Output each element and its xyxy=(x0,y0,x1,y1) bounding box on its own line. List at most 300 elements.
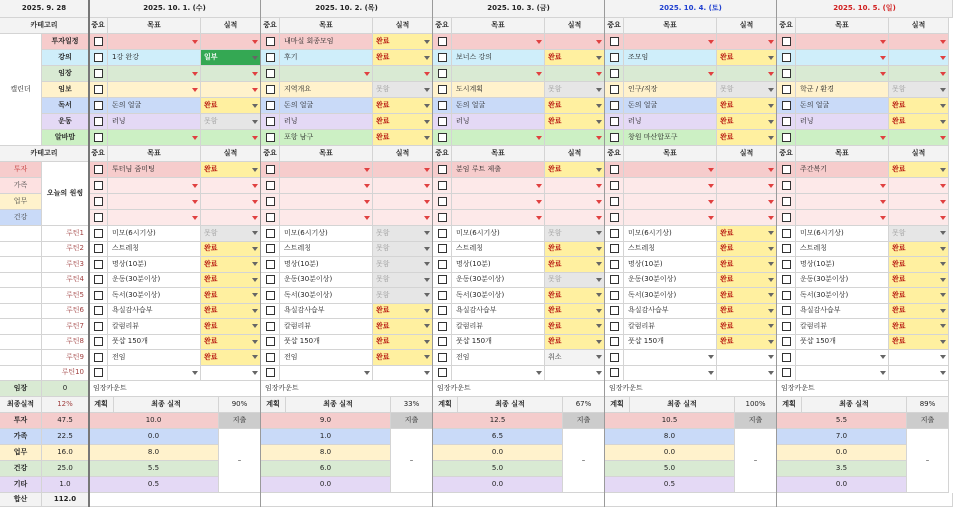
today-4-check-1[interactable] xyxy=(89,210,108,226)
routine-4-check-5[interactable] xyxy=(777,273,796,289)
routine-8-goal-3[interactable] xyxy=(452,335,545,351)
routine-9-goal-1[interactable] xyxy=(108,350,201,366)
checkbox-icon[interactable] xyxy=(438,353,447,362)
calendar-4-result-3[interactable] xyxy=(545,82,605,98)
checkbox-icon[interactable] xyxy=(438,213,447,222)
chevron-down-icon[interactable] xyxy=(596,104,602,108)
calendar-1-check-1[interactable] xyxy=(89,34,108,50)
routine-7-goal-4[interactable] xyxy=(624,319,717,335)
calendar-5-goal-4[interactable] xyxy=(624,98,717,114)
today-4-goal-4[interactable] xyxy=(624,210,717,226)
routine-7-result-5[interactable] xyxy=(889,319,949,335)
chevron-down-icon[interactable] xyxy=(940,371,946,375)
calendar-7-goal-3[interactable] xyxy=(452,130,545,146)
chevron-down-icon[interactable] xyxy=(768,371,774,375)
calendar-1-goal-2[interactable] xyxy=(280,34,373,50)
routine-2-result-3[interactable] xyxy=(545,242,605,258)
today-3-result-4[interactable] xyxy=(717,194,777,210)
chevron-down-icon[interactable] xyxy=(252,340,258,344)
calendar-1-result-3[interactable] xyxy=(545,34,605,50)
chevron-down-icon[interactable] xyxy=(596,200,602,204)
checkbox-icon[interactable] xyxy=(438,260,447,269)
routine-2-goal-2[interactable] xyxy=(280,242,373,258)
chevron-down-icon[interactable] xyxy=(880,371,886,375)
routine-6-check-1[interactable] xyxy=(89,304,108,320)
today-4-check-3[interactable] xyxy=(433,210,452,226)
calendar-4-result-4[interactable] xyxy=(717,82,777,98)
checkbox-icon[interactable] xyxy=(782,101,791,110)
routine-3-check-3[interactable] xyxy=(433,257,452,273)
today-2-check-1[interactable] xyxy=(89,178,108,194)
chevron-down-icon[interactable] xyxy=(192,40,198,44)
chevron-down-icon[interactable] xyxy=(252,136,258,140)
chevron-down-icon[interactable] xyxy=(940,324,946,328)
calendar-3-check-1[interactable] xyxy=(89,66,108,82)
routine-2-goal-1[interactable] xyxy=(108,242,201,258)
checkbox-icon[interactable] xyxy=(438,85,447,94)
chevron-down-icon[interactable] xyxy=(364,184,370,188)
calendar-7-check-3[interactable] xyxy=(433,130,452,146)
checkbox-icon[interactable] xyxy=(782,306,791,315)
routine-5-goal-3[interactable] xyxy=(452,288,545,304)
chevron-down-icon[interactable] xyxy=(708,168,714,172)
chevron-down-icon[interactable] xyxy=(768,168,774,172)
checkbox-icon[interactable] xyxy=(94,165,103,174)
chevron-down-icon[interactable] xyxy=(252,200,258,204)
calendar-6-goal-2[interactable] xyxy=(280,114,373,130)
checkbox-icon[interactable] xyxy=(266,69,275,78)
today-2-goal-4[interactable] xyxy=(624,178,717,194)
calendar-2-goal-2[interactable] xyxy=(280,50,373,66)
checkbox-icon[interactable] xyxy=(438,133,447,142)
routine-2-goal-4[interactable] xyxy=(624,242,717,258)
chevron-down-icon[interactable] xyxy=(536,216,542,220)
chevron-down-icon[interactable] xyxy=(940,355,946,359)
routine-3-result-3[interactable] xyxy=(545,257,605,273)
today-1-goal-4[interactable] xyxy=(624,162,717,178)
today-3-check-2[interactable] xyxy=(261,194,280,210)
routine-10-result-4[interactable] xyxy=(717,366,777,382)
routine-10-goal-5[interactable] xyxy=(796,366,889,382)
chevron-down-icon[interactable] xyxy=(940,168,946,172)
checkbox-icon[interactable] xyxy=(782,322,791,331)
today-1-goal-3[interactable] xyxy=(452,162,545,178)
calendar-3-result-1[interactable] xyxy=(201,66,261,82)
chevron-down-icon[interactable] xyxy=(424,340,430,344)
checkbox-icon[interactable] xyxy=(438,306,447,315)
routine-7-check-4[interactable] xyxy=(605,319,624,335)
chevron-down-icon[interactable] xyxy=(424,231,430,235)
calendar-4-result-2[interactable] xyxy=(373,82,433,98)
routine-5-check-3[interactable] xyxy=(433,288,452,304)
calendar-7-goal-2[interactable] xyxy=(280,130,373,146)
chevron-down-icon[interactable] xyxy=(596,120,602,124)
today-4-result-3[interactable] xyxy=(545,210,605,226)
checkbox-icon[interactable] xyxy=(438,181,447,190)
chevron-down-icon[interactable] xyxy=(252,262,258,266)
routine-2-goal-3[interactable] xyxy=(452,242,545,258)
routine-6-check-5[interactable] xyxy=(777,304,796,320)
routine-7-goal-5[interactable] xyxy=(796,319,889,335)
checkbox-icon[interactable] xyxy=(266,306,275,315)
checkbox-icon[interactable] xyxy=(94,353,103,362)
checkbox-icon[interactable] xyxy=(610,337,619,346)
calendar-5-goal-5[interactable] xyxy=(796,98,889,114)
checkbox-icon[interactable] xyxy=(610,53,619,62)
today-2-check-4[interactable] xyxy=(605,178,624,194)
chevron-down-icon[interactable] xyxy=(364,371,370,375)
checkbox-icon[interactable] xyxy=(782,368,791,377)
routine-8-check-1[interactable] xyxy=(89,335,108,351)
chevron-down-icon[interactable] xyxy=(424,72,430,76)
calendar-3-check-3[interactable] xyxy=(433,66,452,82)
routine-1-result-2[interactable] xyxy=(373,226,433,242)
routine-10-goal-3[interactable] xyxy=(452,366,545,382)
chevron-down-icon[interactable] xyxy=(708,216,714,220)
today-3-result-2[interactable] xyxy=(373,194,433,210)
today-1-check-1[interactable] xyxy=(89,162,108,178)
calendar-7-check-4[interactable] xyxy=(605,130,624,146)
checkbox-icon[interactable] xyxy=(610,368,619,377)
chevron-down-icon[interactable] xyxy=(880,355,886,359)
routine-6-goal-3[interactable] xyxy=(452,304,545,320)
calendar-1-result-2[interactable] xyxy=(373,34,433,50)
checkbox-icon[interactable] xyxy=(782,260,791,269)
today-2-goal-1[interactable] xyxy=(108,178,201,194)
calendar-3-goal-4[interactable] xyxy=(624,66,717,82)
today-1-goal-5[interactable] xyxy=(796,162,889,178)
checkbox-icon[interactable] xyxy=(782,213,791,222)
routine-1-goal-4[interactable] xyxy=(624,226,717,242)
routine-5-goal-1[interactable] xyxy=(108,288,201,304)
routine-7-check-1[interactable] xyxy=(89,319,108,335)
routine-7-goal-1[interactable] xyxy=(108,319,201,335)
chevron-down-icon[interactable] xyxy=(708,371,714,375)
checkbox-icon[interactable] xyxy=(782,133,791,142)
calendar-6-check-1[interactable] xyxy=(89,114,108,130)
checkbox-icon[interactable] xyxy=(266,133,275,142)
chevron-down-icon[interactable] xyxy=(596,72,602,76)
routine-4-result-2[interactable] xyxy=(373,273,433,289)
routine-2-result-4[interactable] xyxy=(717,242,777,258)
checkbox-icon[interactable] xyxy=(438,322,447,331)
routine-5-check-2[interactable] xyxy=(261,288,280,304)
calendar-2-result-1[interactable] xyxy=(201,50,261,66)
today-4-result-4[interactable] xyxy=(717,210,777,226)
calendar-6-result-1[interactable] xyxy=(201,114,261,130)
calendar-6-result-3[interactable] xyxy=(545,114,605,130)
today-2-result-2[interactable] xyxy=(373,178,433,194)
routine-10-result-2[interactable] xyxy=(373,366,433,382)
chevron-down-icon[interactable] xyxy=(364,216,370,220)
chevron-down-icon[interactable] xyxy=(596,324,602,328)
routine-3-check-4[interactable] xyxy=(605,257,624,273)
checkbox-icon[interactable] xyxy=(438,165,447,174)
routine-2-check-2[interactable] xyxy=(261,242,280,258)
routine-6-goal-5[interactable] xyxy=(796,304,889,320)
calendar-1-goal-3[interactable] xyxy=(452,34,545,50)
today-4-goal-3[interactable] xyxy=(452,210,545,226)
chevron-down-icon[interactable] xyxy=(424,120,430,124)
today-3-goal-4[interactable] xyxy=(624,194,717,210)
routine-8-goal-1[interactable] xyxy=(108,335,201,351)
chevron-down-icon[interactable] xyxy=(424,136,430,140)
calendar-7-check-1[interactable] xyxy=(89,130,108,146)
today-1-result-3[interactable] xyxy=(545,162,605,178)
checkbox-icon[interactable] xyxy=(782,165,791,174)
calendar-7-goal-5[interactable] xyxy=(796,130,889,146)
calendar-1-check-3[interactable] xyxy=(433,34,452,50)
chevron-down-icon[interactable] xyxy=(768,355,774,359)
chevron-down-icon[interactable] xyxy=(940,340,946,344)
calendar-5-check-1[interactable] xyxy=(89,98,108,114)
today-2-goal-3[interactable] xyxy=(452,178,545,194)
checkbox-icon[interactable] xyxy=(438,101,447,110)
today-4-goal-5[interactable] xyxy=(796,210,889,226)
calendar-1-check-4[interactable] xyxy=(605,34,624,50)
chevron-down-icon[interactable] xyxy=(252,324,258,328)
today-3-result-5[interactable] xyxy=(889,194,949,210)
chevron-down-icon[interactable] xyxy=(940,231,946,235)
calendar-4-result-5[interactable] xyxy=(889,82,949,98)
checkbox-icon[interactable] xyxy=(94,260,103,269)
chevron-down-icon[interactable] xyxy=(880,40,886,44)
today-2-check-2[interactable] xyxy=(261,178,280,194)
checkbox-icon[interactable] xyxy=(782,69,791,78)
calendar-6-check-4[interactable] xyxy=(605,114,624,130)
chevron-down-icon[interactable] xyxy=(768,340,774,344)
routine-10-goal-2[interactable] xyxy=(280,366,373,382)
calendar-3-goal-2[interactable] xyxy=(280,66,373,82)
checkbox-icon[interactable] xyxy=(94,244,103,253)
checkbox-icon[interactable] xyxy=(610,101,619,110)
calendar-4-goal-4[interactable] xyxy=(624,82,717,98)
routine-9-goal-3[interactable] xyxy=(452,350,545,366)
routine-9-goal-4[interactable] xyxy=(624,350,717,366)
checkbox-icon[interactable] xyxy=(782,244,791,253)
chevron-down-icon[interactable] xyxy=(768,120,774,124)
today-1-check-5[interactable] xyxy=(777,162,796,178)
routine-5-result-2[interactable] xyxy=(373,288,433,304)
calendar-1-goal-4[interactable] xyxy=(624,34,717,50)
routine-1-goal-5[interactable] xyxy=(796,226,889,242)
chevron-down-icon[interactable] xyxy=(536,40,542,44)
routine-7-result-2[interactable] xyxy=(373,319,433,335)
chevron-down-icon[interactable] xyxy=(940,262,946,266)
checkbox-icon[interactable] xyxy=(438,244,447,253)
chevron-down-icon[interactable] xyxy=(596,355,602,359)
routine-1-check-1[interactable] xyxy=(89,226,108,242)
routine-8-check-5[interactable] xyxy=(777,335,796,351)
checkbox-icon[interactable] xyxy=(610,37,619,46)
chevron-down-icon[interactable] xyxy=(596,168,602,172)
routine-7-result-1[interactable] xyxy=(201,319,261,335)
checkbox-icon[interactable] xyxy=(438,53,447,62)
chevron-down-icon[interactable] xyxy=(768,324,774,328)
calendar-7-result-4[interactable] xyxy=(717,130,777,146)
checkbox-icon[interactable] xyxy=(610,353,619,362)
calendar-2-result-4[interactable] xyxy=(717,50,777,66)
today-1-check-3[interactable] xyxy=(433,162,452,178)
routine-1-result-4[interactable] xyxy=(717,226,777,242)
chevron-down-icon[interactable] xyxy=(768,309,774,313)
routine-5-goal-4[interactable] xyxy=(624,288,717,304)
routine-2-result-1[interactable] xyxy=(201,242,261,258)
chevron-down-icon[interactable] xyxy=(768,293,774,297)
calendar-2-result-2[interactable] xyxy=(373,50,433,66)
checkbox-icon[interactable] xyxy=(94,368,103,377)
checkbox-icon[interactable] xyxy=(782,291,791,300)
routine-10-check-3[interactable] xyxy=(433,366,452,382)
calendar-2-result-3[interactable] xyxy=(545,50,605,66)
routine-3-result-2[interactable] xyxy=(373,257,433,273)
checkbox-icon[interactable] xyxy=(266,322,275,331)
routine-1-goal-1[interactable] xyxy=(108,226,201,242)
checkbox-icon[interactable] xyxy=(610,117,619,126)
calendar-5-result-3[interactable] xyxy=(545,98,605,114)
routine-2-check-4[interactable] xyxy=(605,242,624,258)
chevron-down-icon[interactable] xyxy=(768,136,774,140)
calendar-2-check-1[interactable] xyxy=(89,50,108,66)
calendar-1-goal-5[interactable] xyxy=(796,34,889,50)
routine-2-result-2[interactable] xyxy=(373,242,433,258)
calendar-6-result-5[interactable] xyxy=(889,114,949,130)
today-4-result-1[interactable] xyxy=(201,210,261,226)
chevron-down-icon[interactable] xyxy=(768,104,774,108)
calendar-6-goal-3[interactable] xyxy=(452,114,545,130)
chevron-down-icon[interactable] xyxy=(596,231,602,235)
calendar-2-check-4[interactable] xyxy=(605,50,624,66)
routine-2-goal-5[interactable] xyxy=(796,242,889,258)
routine-2-check-5[interactable] xyxy=(777,242,796,258)
routine-4-result-1[interactable] xyxy=(201,273,261,289)
chevron-down-icon[interactable] xyxy=(252,40,258,44)
chevron-down-icon[interactable] xyxy=(940,293,946,297)
chevron-down-icon[interactable] xyxy=(940,72,946,76)
routine-6-check-3[interactable] xyxy=(433,304,452,320)
checkbox-icon[interactable] xyxy=(94,85,103,94)
chevron-down-icon[interactable] xyxy=(536,184,542,188)
checkbox-icon[interactable] xyxy=(94,37,103,46)
chevron-down-icon[interactable] xyxy=(252,231,258,235)
calendar-5-check-2[interactable] xyxy=(261,98,280,114)
today-3-check-3[interactable] xyxy=(433,194,452,210)
routine-8-result-4[interactable] xyxy=(717,335,777,351)
chevron-down-icon[interactable] xyxy=(252,88,258,92)
checkbox-icon[interactable] xyxy=(610,85,619,94)
chevron-down-icon[interactable] xyxy=(192,216,198,220)
checkbox-icon[interactable] xyxy=(266,117,275,126)
chevron-down-icon[interactable] xyxy=(192,136,198,140)
checkbox-icon[interactable] xyxy=(94,337,103,346)
chevron-down-icon[interactable] xyxy=(708,200,714,204)
chevron-down-icon[interactable] xyxy=(768,216,774,220)
routine-9-result-1[interactable] xyxy=(201,350,261,366)
checkbox-icon[interactable] xyxy=(266,368,275,377)
checkbox-icon[interactable] xyxy=(266,260,275,269)
calendar-2-goal-3[interactable] xyxy=(452,50,545,66)
routine-1-check-3[interactable] xyxy=(433,226,452,242)
routine-5-result-4[interactable] xyxy=(717,288,777,304)
routine-4-check-2[interactable] xyxy=(261,273,280,289)
chevron-down-icon[interactable] xyxy=(940,136,946,140)
routine-3-goal-3[interactable] xyxy=(452,257,545,273)
checkbox-icon[interactable] xyxy=(610,260,619,269)
checkbox-icon[interactable] xyxy=(610,322,619,331)
chevron-down-icon[interactable] xyxy=(708,355,714,359)
routine-1-result-3[interactable] xyxy=(545,226,605,242)
chevron-down-icon[interactable] xyxy=(192,371,198,375)
today-4-check-4[interactable] xyxy=(605,210,624,226)
routine-6-goal-2[interactable] xyxy=(280,304,373,320)
routine-2-check-3[interactable] xyxy=(433,242,452,258)
routine-8-check-3[interactable] xyxy=(433,335,452,351)
chevron-down-icon[interactable] xyxy=(940,184,946,188)
today-2-result-3[interactable] xyxy=(545,178,605,194)
chevron-down-icon[interactable] xyxy=(192,72,198,76)
chevron-down-icon[interactable] xyxy=(252,355,258,359)
checkbox-icon[interactable] xyxy=(438,69,447,78)
routine-6-result-3[interactable] xyxy=(545,304,605,320)
checkbox-icon[interactable] xyxy=(266,213,275,222)
chevron-down-icon[interactable] xyxy=(596,309,602,313)
checkbox-icon[interactable] xyxy=(610,181,619,190)
chevron-down-icon[interactable] xyxy=(880,136,886,140)
chevron-down-icon[interactable] xyxy=(768,200,774,204)
today-2-check-5[interactable] xyxy=(777,178,796,194)
routine-10-result-3[interactable] xyxy=(545,366,605,382)
checkbox-icon[interactable] xyxy=(438,337,447,346)
chevron-down-icon[interactable] xyxy=(596,184,602,188)
today-3-check-5[interactable] xyxy=(777,194,796,210)
chevron-down-icon[interactable] xyxy=(596,371,602,375)
calendar-4-result-1[interactable] xyxy=(201,82,261,98)
chevron-down-icon[interactable] xyxy=(252,247,258,251)
routine-4-check-4[interactable] xyxy=(605,273,624,289)
calendar-4-goal-1[interactable] xyxy=(108,82,201,98)
calendar-5-goal-1[interactable] xyxy=(108,98,201,114)
today-4-check-2[interactable] xyxy=(261,210,280,226)
calendar-6-result-4[interactable] xyxy=(717,114,777,130)
chevron-down-icon[interactable] xyxy=(252,278,258,282)
today-4-goal-2[interactable] xyxy=(280,210,373,226)
checkbox-icon[interactable] xyxy=(438,37,447,46)
calendar-1-goal-1[interactable] xyxy=(108,34,201,50)
chevron-down-icon[interactable] xyxy=(252,56,258,60)
checkbox-icon[interactable] xyxy=(610,69,619,78)
today-4-check-5[interactable] xyxy=(777,210,796,226)
calendar-6-check-2[interactable] xyxy=(261,114,280,130)
routine-7-result-3[interactable] xyxy=(545,319,605,335)
checkbox-icon[interactable] xyxy=(94,69,103,78)
routine-4-goal-3[interactable] xyxy=(452,273,545,289)
calendar-5-result-4[interactable] xyxy=(717,98,777,114)
chevron-down-icon[interactable] xyxy=(880,56,886,60)
checkbox-icon[interactable] xyxy=(266,101,275,110)
calendar-4-check-2[interactable] xyxy=(261,82,280,98)
today-1-result-4[interactable] xyxy=(717,162,777,178)
routine-9-check-5[interactable] xyxy=(777,350,796,366)
checkbox-icon[interactable] xyxy=(266,37,275,46)
checkbox-icon[interactable] xyxy=(94,181,103,190)
today-1-goal-1[interactable] xyxy=(108,162,201,178)
calendar-3-goal-3[interactable] xyxy=(452,66,545,82)
chevron-down-icon[interactable] xyxy=(596,216,602,220)
chevron-down-icon[interactable] xyxy=(424,324,430,328)
calendar-3-check-5[interactable] xyxy=(777,66,796,82)
chevron-down-icon[interactable] xyxy=(940,216,946,220)
today-2-goal-2[interactable] xyxy=(280,178,373,194)
